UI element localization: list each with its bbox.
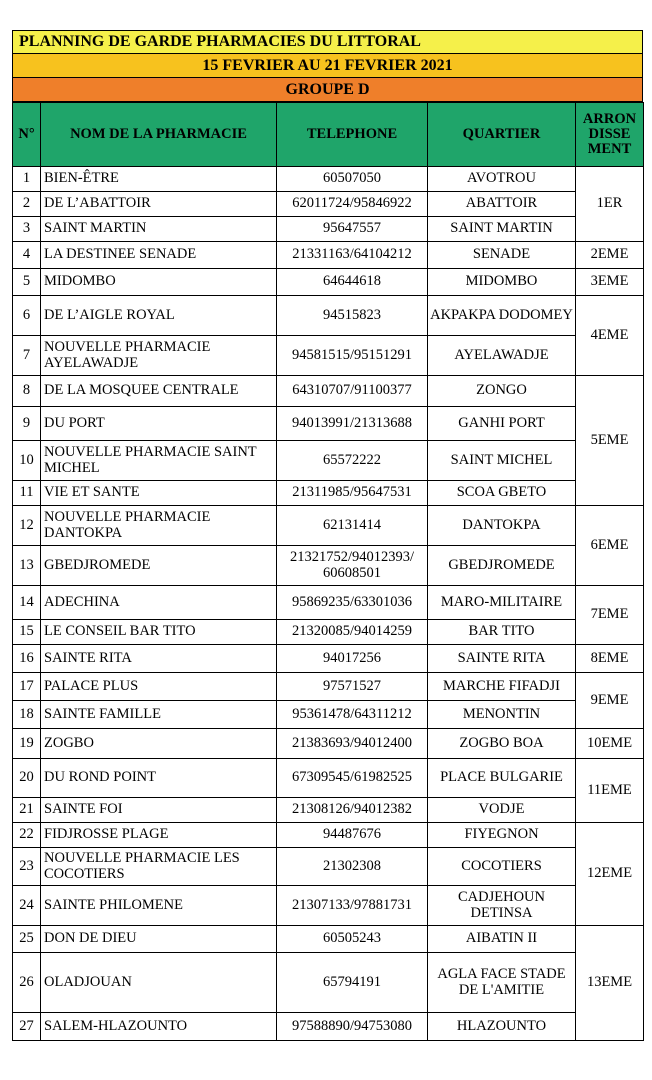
pharmacy-phone: 94581515/95151291 [277, 336, 428, 376]
document-title: PLANNING DE GARDE PHARMACIES DU LITTORAL [12, 30, 643, 54]
row-num: 22 [13, 823, 41, 848]
pharmacy-quartier: CADJEHOUN DETINSA [428, 886, 576, 926]
arrondissement-cell: 3EME [576, 269, 644, 296]
pharmacy-name: NOUVELLE PHARMACIE SAINT MICHEL [41, 441, 277, 481]
pharmacy-quartier: SCOA GBETO [428, 481, 576, 506]
pharmacy-phone: 94487676 [277, 823, 428, 848]
pharmacy-name: NOUVELLE PHARMACIE LES COCOTIERS [41, 848, 277, 886]
arrondissement-cell: 1ER [576, 167, 644, 242]
row-num: 17 [13, 673, 41, 701]
arrondissement-cell: 12EME [576, 823, 644, 926]
table-row [13, 376, 644, 407]
table-row [13, 673, 644, 701]
pharmacy-quartier: PLACE BULGARIE [428, 759, 576, 798]
pharmacy-phone: 21331163/64104212 [277, 242, 428, 269]
pharmacy-quartier: VODJE [428, 798, 576, 823]
pharmacy-phone: 21302308 [277, 848, 428, 886]
header-arrondissement: ARRON DISSE MENT [576, 103, 644, 167]
pharmacy-phone: 97588890/94753080 [277, 1013, 428, 1041]
pharmacy-phone: 64644618 [277, 269, 428, 296]
arrondissement-cell: 11EME [576, 759, 644, 823]
table-row [13, 701, 644, 729]
row-num: 25 [13, 926, 41, 953]
pharmacy-name: LE CONSEIL BAR TITO [41, 620, 277, 645]
table-row [13, 269, 644, 296]
pharmacy-phone: 94013991/21313688 [277, 407, 428, 441]
table-row [13, 645, 644, 673]
row-num: 5 [13, 269, 41, 296]
pharmacy-name: SAINTE PHILOMENE [41, 886, 277, 926]
row-num: 26 [13, 953, 41, 1013]
pharmacy-quartier: MIDOMBO [428, 269, 576, 296]
pharmacy-phone: 62011724/95846922 [277, 192, 428, 217]
pharmacy-phone: 21307133/97881731 [277, 886, 428, 926]
pharmacy-phone: 21383693/94012400 [277, 729, 428, 759]
pharmacy-phone: 62131414 [277, 506, 428, 546]
pharmacy-quartier: MARO-MILITAIRE [428, 586, 576, 620]
pharmacy-quartier: MARCHE FIFADJI [428, 673, 576, 701]
arrondissement-cell: 2EME [576, 242, 644, 269]
pharmacy-quartier: GANHI PORT [428, 407, 576, 441]
pharmacy-phone: 97571527 [277, 673, 428, 701]
pharmacy-name: BIEN-ÊTRE [41, 167, 277, 192]
pharmacy-quartier: SAINTE RITA [428, 645, 576, 673]
row-num: 14 [13, 586, 41, 620]
pharmacy-name: FIDJROSSE PLAGE [41, 823, 277, 848]
pharmacy-quartier: FIYEGNON [428, 823, 576, 848]
arrondissement-cell: 7EME [576, 586, 644, 645]
pharmacy-phone: 21308126/94012382 [277, 798, 428, 823]
pharmacy-name: ZOGBO [41, 729, 277, 759]
row-num: 4 [13, 242, 41, 269]
row-num: 2 [13, 192, 41, 217]
arrondissement-cell: 10EME [576, 729, 644, 759]
pharmacy-name: DU PORT [41, 407, 277, 441]
pharmacy-phone: 94515823 [277, 296, 428, 336]
arrondissement-cell: 4EME [576, 296, 644, 376]
pharmacy-quartier: GBEDJROMEDE [428, 546, 576, 586]
pharmacy-phone: 95647557 [277, 217, 428, 242]
row-num: 18 [13, 701, 41, 729]
row-num: 16 [13, 645, 41, 673]
pharmacy-name: SALEM-HLAZOUNTO [41, 1013, 277, 1041]
pharmacy-phone: 65572222 [277, 441, 428, 481]
table-row [13, 848, 644, 886]
pharmacy-name: DE LA MOSQUEE CENTRALE [41, 376, 277, 407]
row-num: 24 [13, 886, 41, 926]
pharmacy-quartier: DANTOKPA [428, 506, 576, 546]
row-num: 13 [13, 546, 41, 586]
pharmacy-quartier: ZONGO [428, 376, 576, 407]
pharmacy-name: NOUVELLE PHARMACIE DANTOKPA [41, 506, 277, 546]
pharmacy-name: LA DESTINEE SENADE [41, 242, 277, 269]
arrondissement-cell: 8EME [576, 645, 644, 673]
pharmacy-quartier: SENADE [428, 242, 576, 269]
table-row [13, 886, 644, 926]
group-banner: GROUPE D [12, 78, 643, 102]
pharmacy-quartier: MENONTIN [428, 701, 576, 729]
row-num: 21 [13, 798, 41, 823]
pharmacy-quartier: COCOTIERS [428, 848, 576, 886]
row-num: 11 [13, 481, 41, 506]
table-row [13, 729, 644, 759]
table-row [13, 242, 644, 269]
pharmacy-name: PALACE PLUS [41, 673, 277, 701]
header-quartier: QUARTIER [428, 103, 576, 167]
arrondissement-cell: 9EME [576, 673, 644, 729]
pharmacy-quartier: AKPAKPA DODOMEY [428, 296, 576, 336]
table-row [13, 217, 644, 242]
pharmacy-phone: 94017256 [277, 645, 428, 673]
pharmacy-phone: 64310707/91100377 [277, 376, 428, 407]
pharmacy-name: DE L’AIGLE ROYAL [41, 296, 277, 336]
pharmacy-quartier: AYELAWADJE [428, 336, 576, 376]
row-num: 1 [13, 167, 41, 192]
row-num: 27 [13, 1013, 41, 1041]
pharmacy-table [12, 102, 644, 1041]
table-header-row [13, 103, 644, 167]
row-num: 7 [13, 336, 41, 376]
table-row [13, 926, 644, 953]
pharmacy-name: OLADJOUAN [41, 953, 277, 1013]
table-row [13, 823, 644, 848]
header-num: N° [13, 103, 41, 167]
pharmacy-name: SAINTE FAMILLE [41, 701, 277, 729]
pharmacy-name: SAINTE FOI [41, 798, 277, 823]
pharmacy-quartier: SAINT MICHEL [428, 441, 576, 481]
pharmacy-phone: 21311985/95647531 [277, 481, 428, 506]
row-num: 23 [13, 848, 41, 886]
planning-sheet [12, 30, 643, 1041]
pharmacy-quartier: HLAZOUNTO [428, 1013, 576, 1041]
pharmacy-name: GBEDJROMEDE [41, 546, 277, 586]
row-num: 3 [13, 217, 41, 242]
pharmacy-quartier: AGLA FACE STADE DE L'AMITIE [428, 953, 576, 1013]
pharmacy-name: SAINTE RITA [41, 645, 277, 673]
pharmacy-name: ADECHINA [41, 586, 277, 620]
arrondissement-cell: 6EME [576, 506, 644, 586]
pharmacy-phone: 60507050 [277, 167, 428, 192]
table-row [13, 167, 644, 192]
table-row [13, 481, 644, 506]
pharmacy-name: VIE ET SANTE [41, 481, 277, 506]
pharmacy-phone: 21321752/94012393/ 60608501 [277, 546, 428, 586]
table-row [13, 296, 644, 336]
row-num: 6 [13, 296, 41, 336]
arrondissement-cell: 13EME [576, 926, 644, 1041]
pharmacy-quartier: ZOGBO BOA [428, 729, 576, 759]
pharmacy-quartier: SAINT MARTIN [428, 217, 576, 242]
table-row [13, 192, 644, 217]
pharmacy-quartier: AIBATIN II [428, 926, 576, 953]
table-row [13, 546, 644, 586]
header-name: NOM DE LA PHARMACIE [41, 103, 277, 167]
row-num: 10 [13, 441, 41, 481]
table-row [13, 586, 644, 620]
table-row [13, 620, 644, 645]
pharmacy-phone: 95869235/63301036 [277, 586, 428, 620]
table-row [13, 506, 644, 546]
table-row [13, 336, 644, 376]
pharmacy-phone: 21320085/94014259 [277, 620, 428, 645]
row-num: 9 [13, 407, 41, 441]
header-phone: TELEPHONE [277, 103, 428, 167]
table-row [13, 441, 644, 481]
pharmacy-quartier: BAR TITO [428, 620, 576, 645]
pharmacy-quartier: AVOTROU [428, 167, 576, 192]
pharmacy-quartier: ABATTOIR [428, 192, 576, 217]
row-num: 20 [13, 759, 41, 798]
pharmacy-name: DON DE DIEU [41, 926, 277, 953]
table-row [13, 953, 644, 1013]
row-num: 8 [13, 376, 41, 407]
table-row [13, 1013, 644, 1041]
row-num: 15 [13, 620, 41, 645]
pharmacy-phone: 95361478/64311212 [277, 701, 428, 729]
pharmacy-name: SAINT MARTIN [41, 217, 277, 242]
pharmacy-phone: 67309545/61982525 [277, 759, 428, 798]
arrondissement-cell: 5EME [576, 376, 644, 506]
period-banner: 15 FEVRIER AU 21 FEVRIER 2021 [12, 54, 643, 78]
pharmacy-phone: 65794191 [277, 953, 428, 1013]
table-row [13, 759, 644, 798]
table-row [13, 798, 644, 823]
row-num: 19 [13, 729, 41, 759]
pharmacy-name: MIDOMBO [41, 269, 277, 296]
pharmacy-name: DU ROND POINT [41, 759, 277, 798]
pharmacy-phone: 60505243 [277, 926, 428, 953]
pharmacy-name: DE L’ABATTOIR [41, 192, 277, 217]
pharmacy-name: NOUVELLE PHARMACIE AYELAWADJE [41, 336, 277, 376]
table-row [13, 407, 644, 441]
row-num: 12 [13, 506, 41, 546]
